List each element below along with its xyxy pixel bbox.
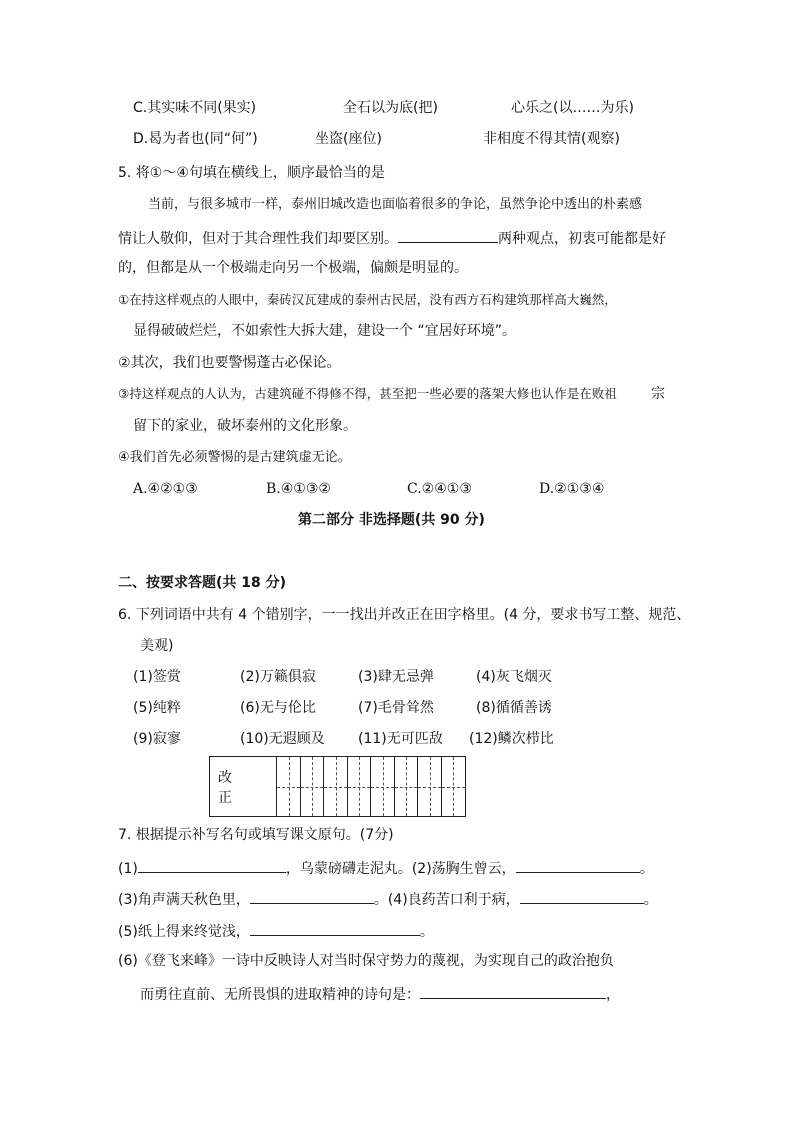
q6-word-12: (12)鳞次栉比 [469, 731, 554, 747]
q4-option-c-2: 全石以为底(把) [343, 100, 438, 116]
q6-word-8: (8)循循善诱 [476, 700, 552, 716]
q7-blank-1[interactable] [138, 858, 286, 873]
grid-cell[interactable] [418, 757, 442, 816]
q7-line1 [118, 858, 654, 878]
q5-answer-blank[interactable] [398, 228, 498, 243]
q5-passage-line2-text-a: 情让人敬仰，但对于其合理性我们却要区别。 [118, 231, 398, 247]
q7-blank-5[interactable] [250, 921, 420, 936]
q6-word-1: (1)签赏 [133, 669, 181, 685]
q7-line2-text-a: (3)角声满天秋色里， [118, 892, 250, 908]
q5-item4: ④我们首先必须警惕的是古建筑虚无论。 [118, 450, 351, 465]
grid-cell[interactable] [395, 757, 419, 816]
q6-word-4: (4)灰飞烟灭 [476, 669, 552, 685]
q5-option-b[interactable]: B.④①③② [266, 481, 331, 497]
q6-question-line2: 美观) [140, 638, 174, 654]
q7-line4: (6)《登飞来峰》一诗中反映诗人对当时保守势力的蔑视，为实现自己的政治抱负 [118, 953, 614, 969]
q7-line3-text-a: (5)纸上得来终觉浅， [118, 924, 250, 940]
q7-line2-text-c: 。 [643, 892, 658, 908]
q4-option-d-1: D.曷为者也(同“何”) [133, 131, 258, 147]
q7-line3-text-b: 。 [419, 924, 434, 940]
part2-title: 第二部分 非选择题(共 90 分) [298, 512, 485, 528]
q6-word-9: (9)寂寥 [133, 731, 181, 747]
q7-line5-text-b: ， [606, 987, 620, 1003]
q5-item3-tail: 宗 [651, 386, 665, 402]
q7-line1-text-a: (1) [118, 861, 138, 877]
q4-option-c-3: 心乐之(以……为乐) [511, 100, 634, 116]
q6-word-6: (6)无与伦比 [240, 700, 316, 716]
q4-option-c-1: C.其实味不同(果实) [133, 100, 257, 116]
correction-grid [209, 756, 466, 817]
q6-word-7: (7)毛骨耸然 [358, 700, 434, 716]
q5-option-d[interactable]: D.②①③④ [539, 481, 605, 497]
q5-question: 5. 将①～④句填在横线上，顺序最恰当的是 [118, 165, 385, 181]
q7-blank-4[interactable] [520, 889, 644, 904]
q5-item1-line2: 显得破破烂烂，不如索性大拆大建，建设一个 “宜居好环境”。 [133, 323, 516, 339]
q7-blank-2[interactable] [516, 858, 640, 873]
grid-cell[interactable] [371, 757, 395, 816]
q7-line1-text-b: ，乌蒙磅礴走泥丸。(2)荡胸生曾云， [285, 861, 516, 877]
q7-blank-3[interactable] [250, 889, 374, 904]
correction-grid-label: 改 正 [210, 757, 277, 816]
q7-line5 [140, 984, 620, 1004]
q5-item3-line2: 留下的家业，破坏泰州的文化形象。 [133, 418, 357, 434]
q5-option-c[interactable]: C.②④①③ [407, 481, 472, 497]
q5-item1-line1: ①在持这样观点的人眼中，秦砖汉瓦建成的泰州古民居，没有西方石构建筑那样高大巍然， [118, 292, 617, 307]
grid-cell[interactable] [301, 757, 325, 816]
q6-question-line1: 6. 下列词语中共有 4 个错别字，一一找出并改正在田字格里。(4 分，要求书写工整、规范、 [118, 607, 691, 623]
q6-word-2: (2)万籁俱寂 [240, 669, 316, 685]
q4-option-d-3: 非相度不得其情(观察) [483, 131, 620, 147]
q6-word-3: (3)肆无忌弹 [358, 669, 434, 685]
q5-passage-line1: 当前，与很多城市一样，泰州旧城改造也面临着很多的争论，虽然争论中透出的朴素感 [148, 197, 643, 212]
q7-line2-text-b: 。(4)良药苦口利于病， [373, 892, 520, 908]
q7-line3 [118, 921, 434, 941]
grid-cell[interactable] [277, 757, 301, 816]
q4-option-d-2: 坐盗(座位) [315, 131, 382, 147]
q5-option-a[interactable]: A.④②①③ [133, 481, 198, 497]
q5-passage-line2-text-b: 两种观点，初衷可能都是好 [498, 231, 666, 247]
q6-word-10: (10)无遐顾及 [240, 731, 325, 747]
q7-line1-text-c: 。 [639, 861, 654, 877]
q5-passage-line3: 的，但都是从一个极端走向另一个极端，偏颇是明显的。 [118, 260, 468, 276]
q5-item3-line1: ③持这样观点的人认为，古建筑碰不得修不得，甚至把一些必要的落架大修也认作是在败祖 [118, 386, 617, 401]
q7-question: 7. 根据提示补写名句或填写课文原句。(7分) [118, 827, 394, 843]
grid-cell[interactable] [442, 757, 465, 816]
grid-cell[interactable] [348, 757, 372, 816]
q7-line2 [118, 889, 658, 909]
q6-word-5: (5)纯粹 [133, 700, 181, 716]
q7-line5-text-a: 而勇往直前、无所畏惧的进取精神的诗句是： [140, 987, 420, 1003]
q5-passage-line2 [118, 228, 666, 248]
q5-item2: ②其次，我们也要警惕蓬古必保论。 [118, 355, 341, 371]
q6-word-11: (11)无可匹敌 [358, 731, 443, 747]
section2-title: 二、按要求答题(共 18 分) [118, 575, 287, 591]
grid-cell[interactable] [324, 757, 348, 816]
q7-blank-6[interactable] [420, 984, 606, 999]
